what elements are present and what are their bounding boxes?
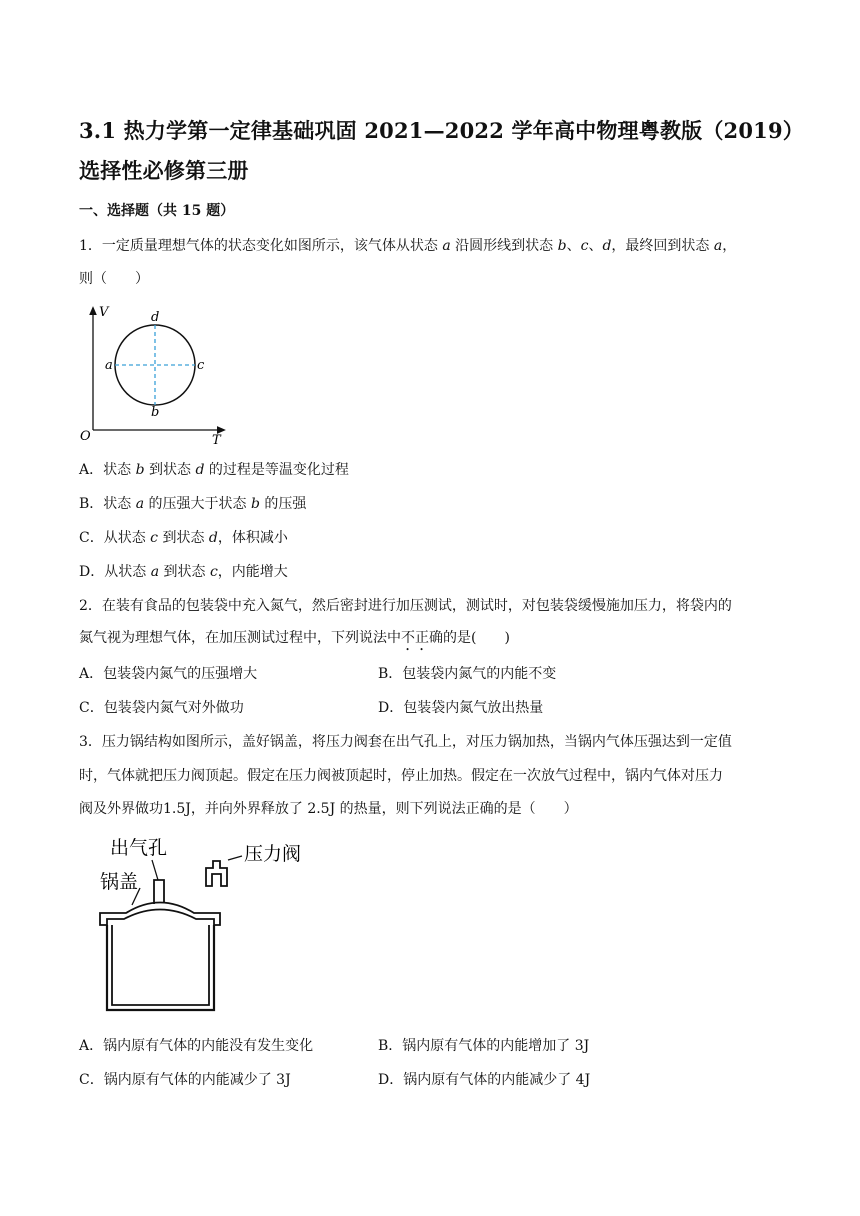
q1-option-d[interactable]: D．从状态 a 到状态 c，内能增大	[79, 564, 288, 580]
point-a-label: a	[105, 358, 113, 373]
pot-inner	[112, 925, 209, 1005]
q3-option-c[interactable]: C．锅内原有气体的内能减少了 3J	[79, 1072, 291, 1088]
pressure-valve	[206, 861, 227, 886]
emphasis-text: 不正	[401, 630, 429, 646]
q1-option-c[interactable]: C．从状态 c 到状态 d，体积减小	[79, 530, 288, 546]
q2-stem-line2: 氮气视为理想气体，在加压测试过程中，下列说法中不正确的是( )	[79, 630, 510, 646]
page-title: 3.1 热力学第一定律基础巩固 2021—2022 学年高中物理粤教版（2019）	[79, 118, 805, 143]
section-heading: 一、选择题（共 15 题）	[79, 203, 235, 219]
q3-stem-line3: 阀及外界做功1.5J，并向外界释放了 2.5J 的热量，则下列说法正确的是（ ）	[79, 801, 578, 817]
axis-v-label: V	[99, 305, 109, 320]
q1-stem-line2: 则（ ）	[79, 271, 149, 287]
vent-pipe	[154, 880, 164, 904]
pot-body	[107, 925, 214, 1010]
vent-pointer	[152, 860, 158, 880]
lid-outer	[100, 903, 220, 926]
pressure-cooker-diagram	[90, 830, 350, 1016]
q2-stem: 2．在装有食品的包装袋中充入氮气，然后密封进行加压测试，测试时，对包装袋缓慢施加压力，将袋内的	[79, 598, 732, 614]
q3-stem: 3．压力锅结构如图所示，盖好锅盖，将压力阀套在出气孔上，对压力锅加热，当锅内气体压强达到一定值	[79, 734, 732, 750]
q2-option-b[interactable]: B．包装袋内氮气的内能不变	[378, 666, 557, 682]
point-c-label: c	[197, 358, 205, 373]
page-title-line2: 选择性必修第三册	[79, 158, 249, 183]
point-b-label: b	[151, 405, 160, 420]
q1-stem: 1．一定质量理想气体的状态变化如图所示，该气体从状态 a 沿圆形线到状态 b、c、d，最终回到状态 a，	[79, 238, 737, 254]
q3-option-b[interactable]: B．锅内原有气体的内能增加了 3J	[378, 1038, 590, 1054]
q3-option-a[interactable]: A．锅内原有气体的内能没有发生变化	[79, 1038, 314, 1054]
q3-stem-line2: 时，气体就把压力阀顶起。假定在压力阀被顶起时，停止加热。假定在一次放气过程中，锅内气体对压力	[79, 768, 723, 784]
axis-t-label: T	[212, 433, 221, 448]
label-vent: 出气孔	[110, 837, 168, 859]
q2-option-a[interactable]: A．包装袋内氮气的压强增大	[79, 666, 258, 682]
label-valve: 压力阀	[244, 843, 302, 865]
q1-vt-diagram	[76, 300, 236, 448]
q1-option-a[interactable]: A．状态 b 到状态 d 的过程是等温变化过程	[79, 462, 349, 478]
origin-label: O	[80, 429, 91, 444]
point-d-label: d	[151, 310, 160, 325]
state-circle	[115, 325, 195, 405]
label-lid: 锅盖	[100, 871, 139, 893]
q1-option-b[interactable]: B．状态 a 的压强大于状态 b 的压强	[79, 496, 307, 512]
q2-option-d[interactable]: D．包装袋内氮气放出热量	[378, 700, 544, 716]
q3-option-d[interactable]: D．锅内原有气体的内能减少了 4J	[378, 1072, 591, 1088]
valve-pointer	[228, 856, 242, 860]
q2-option-c[interactable]: C．包装袋内氮气对外做功	[79, 700, 244, 716]
